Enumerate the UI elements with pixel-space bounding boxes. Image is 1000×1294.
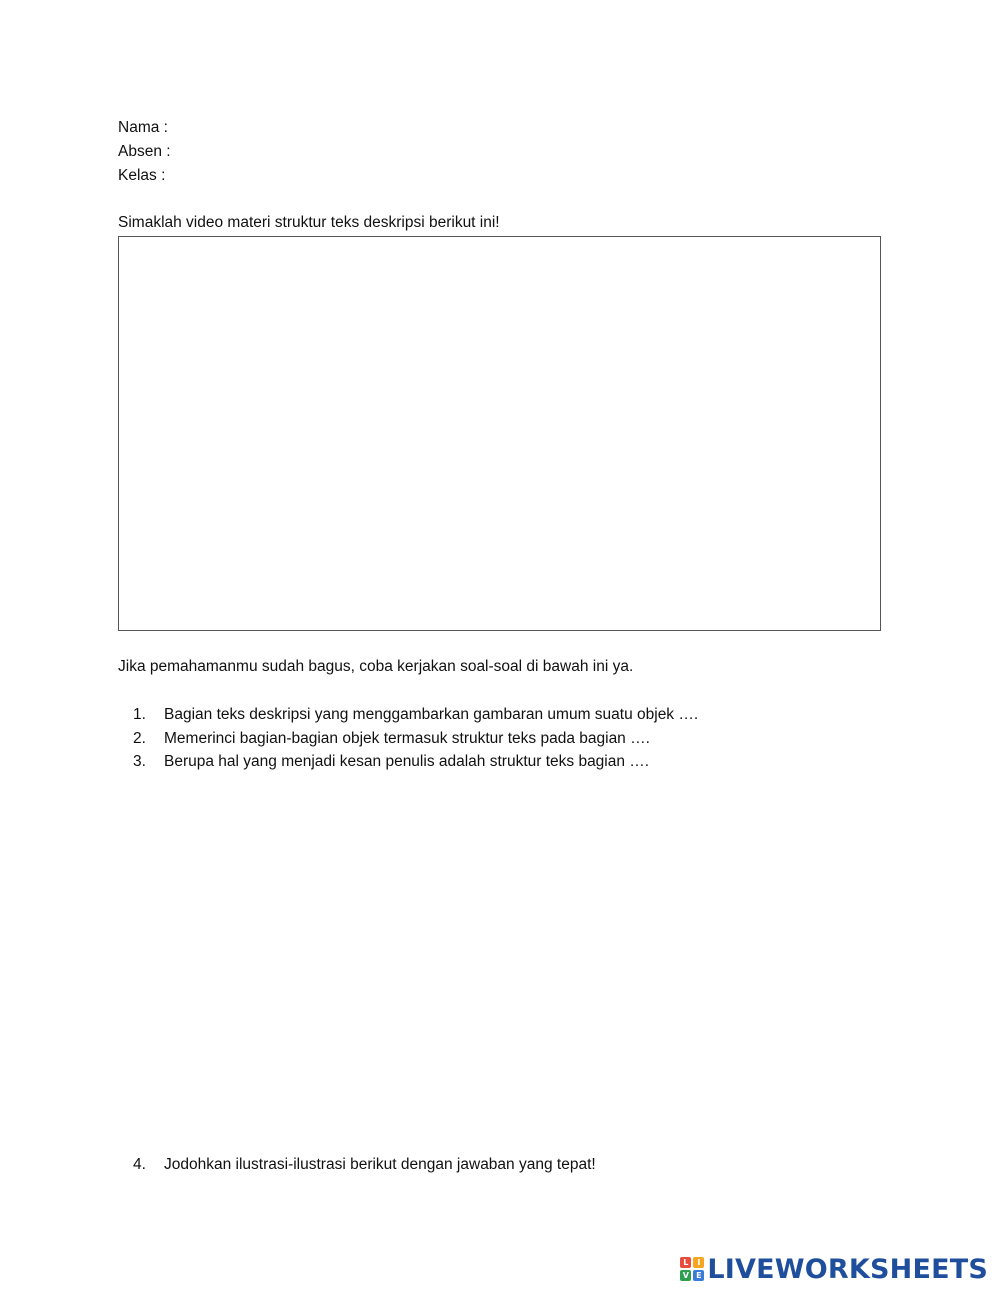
liveworksheets-wordmark: LIVEWORKSHEETS bbox=[707, 1253, 988, 1285]
liveworksheets-logo-icon bbox=[680, 1257, 704, 1281]
question-2 bbox=[133, 729, 650, 749]
absen-field-label: Absen : bbox=[118, 143, 171, 160]
name-field-label: Nama : bbox=[118, 119, 168, 136]
question-text: Bagian teks deskripsi yang menggambarkan gambaran umum suatu objek …. bbox=[164, 706, 699, 723]
video-embed-frame[interactable] bbox=[118, 236, 881, 631]
question-number: 2. bbox=[133, 730, 146, 747]
logo-tile-e: E bbox=[693, 1270, 704, 1281]
question-3 bbox=[133, 752, 649, 772]
question-number: 3. bbox=[133, 753, 146, 770]
question-text: Memerinci bagian-bagian objek termasuk struktur teks pada bagian …. bbox=[164, 730, 650, 747]
video-instruction: Simaklah video materi struktur teks deskripsi berikut ini! bbox=[118, 214, 500, 231]
question-text: Jodohkan ilustrasi-ilustrasi berikut dengan jawaban yang tepat! bbox=[164, 1156, 596, 1173]
question-text: Berupa hal yang menjadi kesan penulis adalah struktur teks bagian …. bbox=[164, 753, 650, 770]
logo-tile-v: V bbox=[680, 1270, 691, 1281]
question-1 bbox=[133, 705, 698, 725]
logo-tile-i: I bbox=[693, 1257, 704, 1268]
question-4 bbox=[133, 1155, 596, 1175]
exercise-intro: Jika pemahamanmu sudah bagus, coba kerjakan soal-soal di bawah ini ya. bbox=[118, 658, 634, 675]
kelas-field-label: Kelas : bbox=[118, 167, 166, 184]
question-number: 1. bbox=[133, 706, 146, 723]
question-number: 4. bbox=[133, 1156, 146, 1173]
logo-tile-l: L bbox=[680, 1257, 691, 1268]
liveworksheets-logo bbox=[680, 1254, 988, 1284]
